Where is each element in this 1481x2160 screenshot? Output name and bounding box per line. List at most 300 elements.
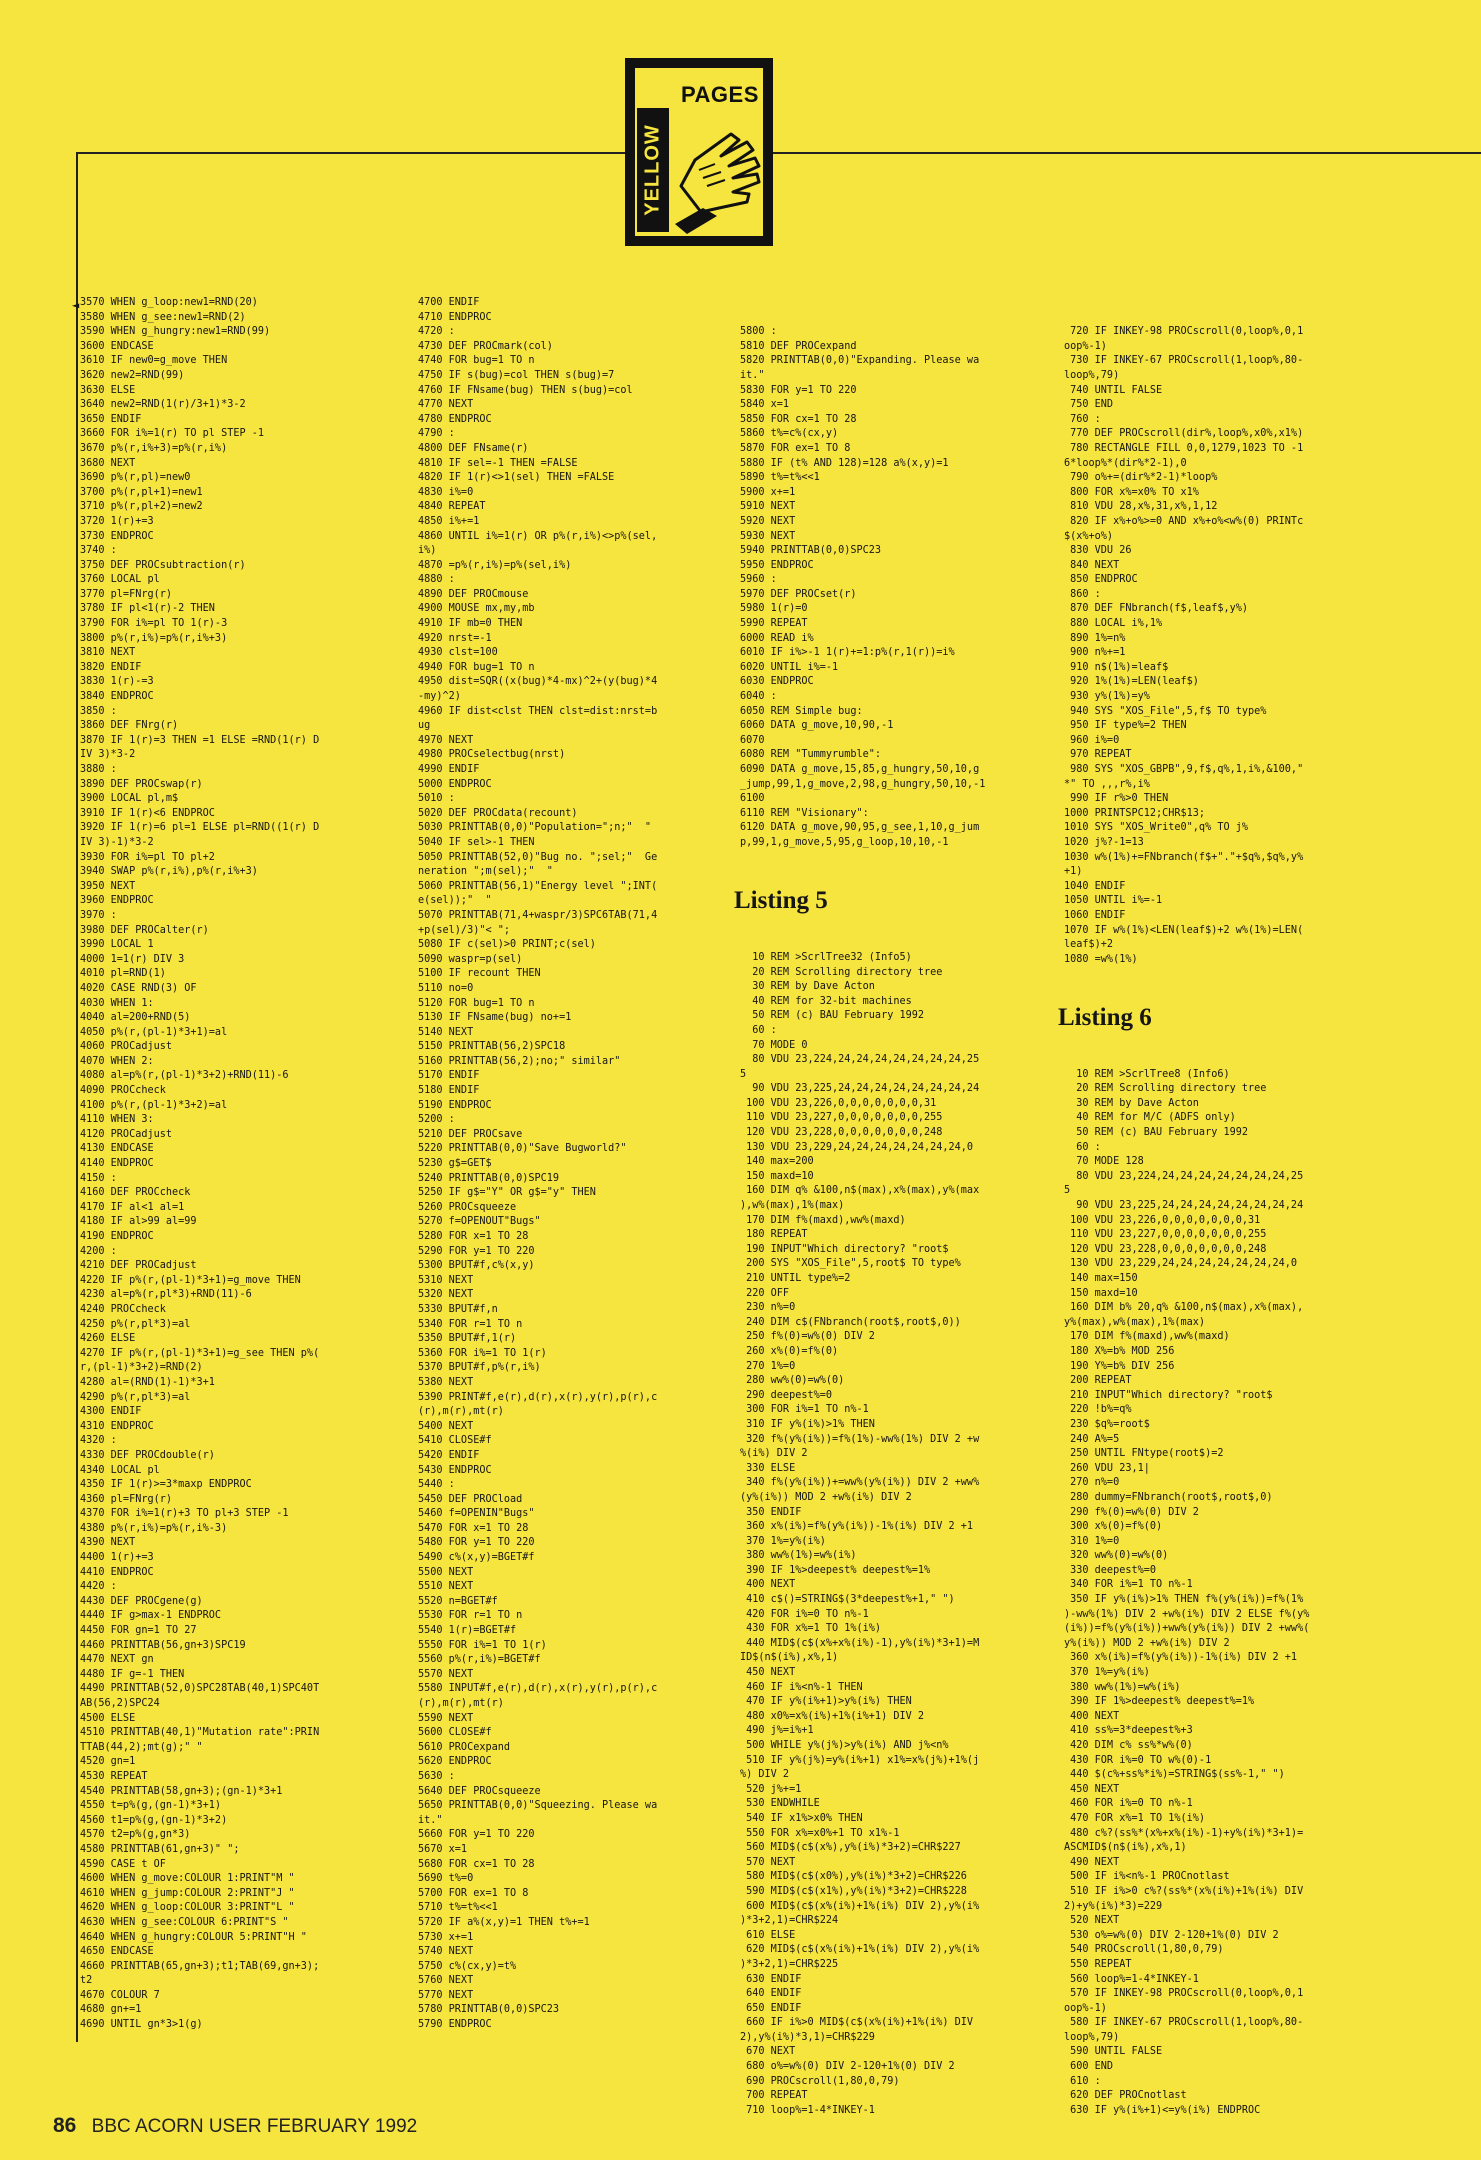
code-line: 6100 — [740, 793, 765, 805]
code-line: 5330 BPUT#f,n — [418, 1303, 498, 1315]
code-line: 4560 t1=p%(g,(gn-1)*3+2) — [80, 1814, 228, 1826]
code-line: 6040 : — [740, 691, 777, 703]
logo-yellow-band — [637, 108, 669, 232]
code-line: 5390 PRINT#f,e(r),d(r),x(r),y(r),p(r),c — [418, 1391, 658, 1403]
code-line: ID$(n$(i%),x%,1) — [740, 1652, 839, 1664]
code-line: 770 DEF PROCscroll(dir%,loop%,x0%,x1%) — [1064, 428, 1304, 440]
yellow-pages-logo — [625, 58, 773, 246]
code-line: 340 f%(y%(i%))+=ww%(y%(i%)) DIV 2 +ww% — [740, 1477, 980, 1489]
code-line: 4490 PRINTTAB(52,0)SPC28TAB(40,1)SPC40T — [80, 1683, 320, 1695]
code-line: 5430 ENDPROC — [418, 1464, 492, 1476]
code-line: 3660 FOR i%=1(r) TO pl STEP -1 — [80, 428, 265, 440]
code-line: 5770 NEXT — [418, 1989, 474, 2001]
code-line: 4150 : — [80, 1172, 117, 1184]
code-line: 4540 PRINTTAB(58,gn+3);(gn-1)*3+1 — [80, 1785, 283, 1797]
code-line: 5350 BPUT#f,1(r) — [418, 1333, 517, 1345]
code-line: 400 NEXT — [740, 1579, 796, 1591]
code-line: 5520 n=BGET#f — [418, 1595, 498, 1607]
code-line: 4500 ELSE — [80, 1712, 136, 1724]
code-line: IV 3)*3-2 — [80, 749, 136, 761]
code-line: 5210 DEF PROCsave — [418, 1128, 523, 1140]
code-line: 5410 CLOSE#f — [418, 1435, 492, 1447]
code-line: 300 x%(0)=f%(0) — [1064, 1521, 1163, 1533]
code-line: 140 max=150 — [1064, 1273, 1138, 1284]
code-line: 640 ENDIF — [740, 1988, 802, 2000]
code-line: 560 MID$(c$(x%),y%(i%)*3+2)=CHR$227 — [740, 1842, 961, 1854]
code-line: 5290 FOR y=1 TO 220 — [418, 1245, 535, 1257]
code-line: 5130 IF FNsame(bug) no+=1 — [418, 1012, 572, 1024]
code-line: 550 FOR x%=x0%+1 TO x1%-1 — [740, 1827, 900, 1839]
code-line: 930 y%(1%)=y% — [1064, 691, 1150, 703]
code-line: 5840 x=1 — [740, 399, 790, 411]
code-line: 660 IF i%>0 MID$(c$(x%(i%)+1%(i%) DIV — [740, 2017, 974, 2029]
code-line: IV 3)-1)*3-2 — [80, 836, 154, 848]
code-line: 5670 x=1 — [418, 1843, 468, 1855]
code-line: 4950 dist=SQR((x(bug)*4-mx)^2+(y(bug)*4 — [418, 676, 658, 688]
code-line: 490 j%=i%+1 — [740, 1725, 814, 1737]
code-line: 5070 PRINTTAB(71,4+waspr/3)SPC6TAB(71,4 — [418, 909, 658, 921]
code-line: 290 deepest%=0 — [740, 1389, 833, 1401]
code-line: 300 FOR i%=1 TO n%-1 — [740, 1404, 869, 1416]
code-line: 100 VDU 23,226,0,0,0,0,0,0,0,31 — [740, 1097, 937, 1109]
code-line: 3760 LOCAL pl — [80, 574, 160, 586]
code-line: 5170 ENDIF — [418, 1070, 480, 1082]
code-line: 910 n$(1%)=leaf$ — [1064, 661, 1169, 673]
code-line: 2)+y%(i%)*3)=229 — [1064, 1900, 1163, 1912]
code-line: 4980 PROCselectbug(nrst) — [418, 749, 566, 761]
code-line: 980 SYS "XOS_GBPB",9,f$,q%,1,i%,&100," — [1064, 764, 1304, 775]
code-line: 350 ENDIF — [740, 1506, 802, 1518]
code-line: 4430 DEF PROCgene(g) — [80, 1595, 203, 1607]
code-line: 510 IF y%(j%)=y%(i%+1) x1%=x%(j%)+1%(j — [740, 1754, 980, 1766]
code-line: 70 MODE 0 — [740, 1039, 808, 1051]
code-line: 4180 IF al>99 al=99 — [80, 1216, 197, 1228]
code-line: 4020 CASE RND(3) OF — [80, 982, 197, 994]
code-line: 810 VDU 28,x%,31,x%,1,12 — [1064, 501, 1218, 513]
code-line: 190 Y%=b% DIV 256 — [1064, 1360, 1175, 1372]
code-line: 5590 NEXT — [418, 1712, 474, 1724]
code-line: 4380 p%(r,i%)=p%(r,i%-3) — [80, 1522, 228, 1534]
code-line: leaf$)+2 — [1064, 939, 1114, 951]
code-line: 420 FOR i%=0 TO n%-1 — [740, 1608, 869, 1620]
code-line: 4280 al=(RND(1)-1)*3+1 — [80, 1376, 215, 1388]
code-line: 120 VDU 23,228,0,0,0,0,0,0,0,248 — [1064, 1243, 1267, 1255]
code-line: 4750 IF s(bug)=col THEN s(bug)=7 — [418, 369, 615, 381]
code-line: 3630 ELSE — [80, 384, 136, 396]
code-line: 5950 ENDPROC — [740, 559, 814, 571]
code-line: 3600 ENDCASE — [80, 340, 154, 352]
code-line: 740 UNTIL FALSE — [1064, 384, 1163, 396]
code-line: 390 IF 1%>deepest% deepest%=1% — [1064, 1696, 1255, 1708]
code-line: 4860 UNTIL i%=1(r) OR p%(r,i%)<>p%(sel, — [418, 530, 658, 542]
code-line: 4630 WHEN g_see:COLOUR 6:PRINT"S " — [80, 1916, 289, 1928]
code-line: 4700 ENDIF — [418, 297, 480, 308]
code-line: 450 NEXT — [1064, 1783, 1120, 1795]
code-line: 4830 i%=0 — [418, 486, 474, 498]
code-line: 250 UNTIL FNtype(root$)=2 — [1064, 1448, 1224, 1460]
code-line: 270 1%=0 — [740, 1360, 796, 1372]
code-line: 4200 : — [80, 1245, 117, 1257]
code-line: %(i%) DIV 2 — [740, 1448, 808, 1460]
header-rule-right — [773, 152, 1481, 154]
code-line: 4230 al=p%(r,pl*3)+RND(11)-6 — [80, 1289, 252, 1301]
code-line: 4100 p%(r,(pl-1)*3+2)=al — [80, 1099, 228, 1111]
code-line: 4010 pl=RND(1) — [80, 968, 166, 980]
code-line: 4650 ENDCASE — [80, 1946, 154, 1958]
code-line: 4090 PROCcheck — [80, 1085, 166, 1097]
code-line: 540 PROCscroll(1,80,0,79) — [1064, 1944, 1224, 1956]
code-line: 3710 p%(r,pl+2)=new2 — [80, 501, 203, 513]
code-line: 4450 FOR gn=1 TO 27 — [80, 1625, 197, 1637]
code-line: 320 ww%(0)=w%(0) — [1064, 1550, 1169, 1562]
code-line: 5620 ENDPROC — [418, 1756, 492, 1768]
code-line: 5540 1(r)=BGET#f — [418, 1625, 517, 1637]
code-line: -my)^2) — [418, 691, 461, 703]
code-line: AB(56,2)SPC24 — [80, 1698, 160, 1709]
code-line: 130 VDU 23,229,24,24,24,24,24,24,24,0 — [740, 1141, 974, 1153]
code-line: 2),y%(i%)*3,1)=CHR$229 — [740, 2031, 875, 2043]
code-line: 3820 ENDIF — [80, 661, 142, 673]
code-line: 3940 SWAP p%(r,i%),p%(r,i%+3) — [80, 866, 258, 878]
code-line: 4170 IF al<1 al=1 — [80, 1201, 185, 1213]
code-line: 200 SYS "XOS_File",5,root$ TO type% — [740, 1258, 961, 1270]
code-line: 6*loop%*(dir%*2-1),0 — [1064, 457, 1187, 469]
code-line: 670 NEXT — [740, 2046, 796, 2058]
code-line: 4190 ENDPROC — [80, 1231, 154, 1242]
code-line: 4400 1(r)+=3 — [80, 1552, 154, 1564]
code-line: 5680 FOR cx=1 TO 28 — [418, 1858, 535, 1870]
code-line: 5910 NEXT — [740, 501, 796, 513]
code-line: 250 f%(0)=w%(0) DIV 2 — [740, 1331, 875, 1343]
code-line: 6000 READ i% — [740, 632, 814, 644]
code-line: 230 $q%=root$ — [1064, 1418, 1150, 1430]
code-line: 5500 NEXT — [418, 1566, 474, 1578]
code-line: 80 VDU 23,224,24,24,24,24,24,24,24,25 — [740, 1054, 980, 1066]
code-line: 5240 PRINTTAB(0,0)SPC19 — [418, 1172, 560, 1184]
code-line: 5790 ENDPROC — [418, 2019, 492, 2031]
code-line: 5180 ENDIF — [418, 1085, 480, 1097]
code-line: 3580 WHEN g_see:new1=RND(2) — [80, 311, 246, 323]
code-line: 4570 t2=p%(g,gn*3) — [80, 1829, 191, 1841]
code-line: 5420 ENDIF — [418, 1449, 480, 1461]
code-line: y%(i%)) MOD 2 +w%(i%) DIV 2 — [1064, 1637, 1230, 1649]
code-line: 90 VDU 23,225,24,24,24,24,24,24,24,24 — [1064, 1200, 1304, 1212]
code-line: 4620 WHEN g_loop:COLOUR 3:PRINT"L " — [80, 1902, 295, 1914]
code-line: 340 FOR i%=1 TO n%-1 — [1064, 1579, 1193, 1591]
code-line: 5320 NEXT — [418, 1289, 474, 1301]
code-line: 840 NEXT — [1064, 559, 1120, 571]
code-line: 3620 new2=RND(99) — [80, 369, 185, 381]
code-line: 180 X%=b% MOD 256 — [1064, 1345, 1175, 1357]
code-line: 60 : — [1064, 1141, 1101, 1153]
code-line: 1080 =w%(1%) — [1064, 953, 1138, 965]
code-line: ASCMID$(n$(i%),x%,1) — [1064, 1842, 1187, 1854]
code-line: 5720 IF a%(x,y)=1 THEN t%+=1 — [418, 1916, 590, 1928]
code-line: 5640 DEF PROCsqueeze — [418, 1785, 541, 1797]
code-line: 990 IF r%>0 THEN — [1064, 793, 1169, 805]
code-line: t2 — [80, 1975, 93, 1987]
code-column-2 — [418, 296, 739, 2031]
code-line: 5710 t%=t%<<1 — [418, 1902, 498, 1914]
code-line: 140 max=200 — [740, 1156, 814, 1168]
code-line: 390 IF 1%>deepest% deepest%=1% — [740, 1564, 931, 1576]
code-line: 720 IF INKEY-98 PROCscroll(0,loop%,0,1 — [1064, 326, 1304, 338]
code-line: 5940 PRINTTAB(0,0)SPC23 — [740, 545, 882, 557]
code-line: 5150 PRINTTAB(56,2)SPC18 — [418, 1041, 566, 1053]
code-line: 4290 p%(r,pl*3)=al — [80, 1391, 191, 1403]
code-line: 220 !b%=q% — [1064, 1404, 1132, 1416]
code-line: 3810 NEXT — [80, 647, 136, 659]
code-line: 4850 i%+=1 — [418, 515, 480, 527]
code-line: 3720 1(r)+=3 — [80, 515, 154, 527]
code-line: 4940 FOR bug=1 TO n — [418, 661, 535, 673]
code-line: 5010 : — [418, 793, 455, 805]
code-line: 4800 DEF FNsame(r) — [418, 442, 529, 454]
code-line: 4300 ENDIF — [80, 1406, 142, 1418]
code-line: 4390 NEXT — [80, 1537, 136, 1549]
code-line: 4520 gn=1 — [80, 1756, 136, 1768]
code-line: 610 : — [1064, 2075, 1101, 2087]
code-line: 5020 DEF PROCdata(recount) — [418, 807, 578, 819]
code-line: 3670 p%(r,i%+3)=p%(r,i%) — [80, 442, 228, 454]
code-line: 3740 : — [80, 545, 117, 557]
code-line: 5980 1(r)=0 — [740, 603, 808, 615]
code-line: 880 LOCAL i%,1% — [1064, 618, 1163, 630]
code-line: 5930 NEXT — [740, 530, 796, 542]
code-line: 4260 ELSE — [80, 1333, 136, 1345]
code-line: 540 IF x1%>x0% THEN — [740, 1812, 863, 1824]
code-line: 4130 ENDCASE — [80, 1143, 154, 1155]
code-line: 5160 PRINTTAB(56,2);no;" similar" — [418, 1055, 621, 1067]
code-line: 4720 : — [418, 326, 455, 338]
code-line: 5600 CLOSE#f — [418, 1727, 492, 1739]
code-line: 3610 IF new0=g_move THEN — [80, 355, 228, 367]
code-line: 4600 WHEN g_move:COLOUR 1:PRINT"M " — [80, 1873, 295, 1885]
code-line: 500 WHILE y%(j%)>y%(i%) AND j%<n% — [740, 1740, 949, 1751]
code-line: y%(max),w%(max),1%(max) — [1064, 1316, 1206, 1328]
code-line: 4920 nrst=-1 — [418, 632, 492, 644]
code-line: 50 REM (c) BAU February 1992 — [740, 1010, 925, 1022]
code-line: $(x%+o%) — [1064, 530, 1114, 542]
code-line: (y%(i%)) MOD 2 +w%(i%) DIV 2 — [740, 1491, 912, 1503]
code-line: 280 dummy=FNbranch(root$,root$,0) — [1064, 1491, 1273, 1503]
code-line: 190 INPUT"Which directory? "root$ — [740, 1243, 949, 1255]
code-line: 800 FOR x%=x0% TO x1% — [1064, 486, 1199, 498]
code-line: 430 FOR x%=1 TO 1%(i%) — [740, 1623, 882, 1635]
code-line: 4740 FOR bug=1 TO n — [418, 355, 535, 367]
code-line: 5830 FOR y=1 TO 220 — [740, 384, 857, 396]
code-line: 1000 PRINTSPC12;CHR$13; — [1064, 807, 1206, 819]
code-line: 4580 PRINTTAB(61,gn+3)" "; — [80, 1843, 240, 1855]
code-line: 4900 MOUSE mx,my,mb — [418, 603, 535, 615]
code-line: 420 DIM c% ss%*w%(0) — [1064, 1740, 1193, 1751]
code-line: 3880 : — [80, 764, 117, 775]
code-line: 3770 pl=FNrg(r) — [80, 588, 173, 600]
code-line: 3730 ENDPROC — [80, 530, 154, 542]
code-line: 4110 WHEN 3: — [80, 1114, 154, 1126]
code-line: 5580 INPUT#f,e(r),d(r),x(r),y(r),p(r),c — [418, 1683, 658, 1695]
code-line: 400 NEXT — [1064, 1710, 1120, 1722]
code-line: 530 o%=w%(0) DIV 2-120+1%(0) DIV 2 — [1064, 1929, 1279, 1941]
code-line: 940 SYS "XOS_File",5,f$ TO type% — [1064, 705, 1267, 717]
code-line: 4120 PROCadjust — [80, 1128, 173, 1140]
code-line: 230 n%=0 — [740, 1302, 796, 1314]
code-line: 3890 DEF PROCswap(r) — [80, 778, 203, 790]
code-line: 4660 PRINTTAB(65,gn+3);t1;TAB(69,gn+3); — [80, 1960, 320, 1972]
code-line: +1) — [1064, 866, 1083, 878]
code-line: 6120 DATA g_move,90,95,g_see,1,10,g_jum — [740, 822, 980, 834]
code-line: 270 n%=0 — [1064, 1477, 1120, 1489]
code-line: 870 DEF FNbranch(f$,leaf$,y%) — [1064, 603, 1249, 615]
code-line: 4960 IF dist<clst THEN clst=dist:nrst=b — [418, 705, 658, 717]
code-line: 440 $(c%+ss%*i%)=STRING$(ss%-1," ") — [1064, 1769, 1285, 1781]
code-line: 5760 NEXT — [418, 1975, 474, 1987]
code-line: 3590 WHEN g_hungry:new1=RND(99) — [80, 326, 271, 338]
code-line: 3680 NEXT — [80, 457, 136, 469]
code-line: 4220 IF p%(r,(pl-1)*3+1)=g_move THEN — [80, 1274, 301, 1286]
code-line: 780 RECTANGLE FILL 0,0,1279,1023 TO -1 — [1064, 442, 1304, 454]
continuation-arrow-icon: ◄ — [72, 298, 80, 312]
code-line: 5000 ENDPROC — [418, 778, 492, 790]
code-line: (i%))=f%(y%(i%))+ww%(y%(i%)) DIV 2 +ww%( — [1064, 1623, 1310, 1635]
code-line: 4160 DEF PROCcheck — [80, 1187, 191, 1199]
code-line: 5030 PRINTTAB(0,0)"Population=";n;" " — [418, 822, 652, 834]
code-line: 280 ww%(0)=w%(0) — [740, 1375, 845, 1387]
code-line: 610 ELSE — [740, 1929, 796, 1941]
code-line: 480 c%?(ss%*(x%+x%(i%)-1)+y%(i%)*3+1)= — [1064, 1827, 1304, 1839]
code-line: 3690 p%(r,pl)=new0 — [80, 472, 191, 484]
code-line: 710 loop%=1-4*INKEY-1 — [740, 2104, 875, 2116]
code-line: 180 REPEAT — [740, 1229, 808, 1241]
code-line: 5050 PRINTTAB(52,0)"Bug no. ";sel;" Ge — [418, 851, 658, 863]
code-line: 370 1%=y%(i%) — [1064, 1667, 1150, 1679]
code-line: 4910 IF mb=0 THEN — [418, 618, 523, 630]
code-line: 5280 FOR x=1 TO 28 — [418, 1231, 529, 1242]
code-line: 5270 f=OPENOUT"Bugs" — [418, 1216, 541, 1228]
page-number: 86 — [53, 2114, 77, 2137]
code-line: 1020 j%?-1=13 — [1064, 836, 1144, 848]
code-line: _jump,99,1,g_move,2,98,g_hungry,50,10,-1 — [740, 778, 986, 790]
code-line: 1060 ENDIF — [1064, 909, 1126, 921]
code-line: 590 UNTIL FALSE — [1064, 2046, 1163, 2058]
code-line: 5870 FOR ex=1 TO 8 — [740, 442, 851, 454]
code-line: 4480 IF g=-1 THEN — [80, 1668, 185, 1680]
code-line: *" TO ,,,r%,i% — [1064, 778, 1150, 790]
code-line: 320 f%(y%(i%))=f%(1%)-ww%(1%) DIV 2 +w — [740, 1433, 980, 1445]
code-line: 4530 REPEAT — [80, 1770, 148, 1782]
code-line: 30 REM by Dave Acton — [740, 981, 875, 993]
code-line: 3970 : — [80, 909, 117, 921]
code-line: 5250 IF g$="Y" OR g$="y" THEN — [418, 1187, 596, 1199]
code-line: 5740 NEXT — [418, 1946, 474, 1958]
code-line: 170 DIM f%(maxd),ww%(maxd) — [740, 1214, 906, 1226]
code-line: +p(sel)/3)"< "; — [418, 924, 511, 936]
code-line: 3990 LOCAL 1 — [80, 939, 154, 951]
code-line: 950 IF type%=2 THEN — [1064, 720, 1187, 732]
code-line: 4440 IF g>max-1 ENDPROC — [80, 1610, 222, 1622]
code-line: 110 VDU 23,227,0,0,0,0,0,0,0,255 — [1064, 1229, 1267, 1241]
code-line: 570 NEXT — [740, 1856, 796, 1868]
code-line: 240 DIM c$(FNbranch(root$,root$,0)) — [740, 1316, 961, 1328]
code-line: 4790 : — [418, 428, 455, 440]
publication-title: BBC ACORN USER FEBRUARY 1992 — [91, 2116, 418, 2137]
code-line: 4140 ENDPROC — [80, 1158, 154, 1170]
code-line: 3980 DEF PROCalter(r) — [80, 924, 209, 936]
code-line: 700 REPEAT — [740, 2090, 808, 2102]
code-line: 3700 p%(r,pl+1)=new1 — [80, 486, 203, 498]
code-line: 5380 NEXT — [418, 1376, 474, 1388]
code-line: 3780 IF pl<1(r)-2 THEN — [80, 603, 215, 615]
code-line: 4810 IF sel=-1 THEN =FALSE — [418, 457, 578, 469]
code-line: 4340 LOCAL pl — [80, 1464, 160, 1476]
code-line: 380 ww%(1%)=w%(i%) — [1064, 1681, 1181, 1693]
code-line: 5370 BPUT#f,p%(r,i%) — [418, 1362, 541, 1374]
code-line: it." — [418, 1814, 443, 1826]
code-line: 5310 NEXT — [418, 1274, 474, 1286]
code-line: 360 x%(i%)=f%(y%(i%))-1%(i%) DIV 2 +1 — [1064, 1652, 1298, 1664]
code-line: 100 VDU 23,226,0,0,0,0,0,0,0,31 — [1064, 1214, 1261, 1226]
code-line: 6110 REM "Visionary": — [740, 807, 869, 819]
code-column-4 — [1058, 296, 1414, 2116]
listing-5-heading: Listing 5 — [734, 886, 828, 914]
code-line: 1040 ENDIF — [1064, 880, 1126, 892]
code-line: 5690 t%=0 — [418, 1873, 474, 1885]
code-line: 4050 p%(r,(pl-1)*3+1)=al — [80, 1026, 228, 1038]
code-line: 3860 DEF FNrg(r) — [80, 720, 179, 732]
code-line: 4730 DEF PROCmark(col) — [418, 340, 553, 352]
code-line: 3840 ENDPROC — [80, 691, 154, 703]
code-line: TTAB(44,2);mt(g);" " — [80, 1741, 203, 1753]
code-line: 5750 c%(cx,y)=t% — [418, 1960, 517, 1972]
code-line: (r),m(r),mt(r) — [418, 1698, 504, 1709]
code-line: 3800 p%(r,i%)=p%(r,i%+3) — [80, 632, 228, 644]
code-line: 4370 FOR i%=1(r)+3 TO pl+3 STEP -1 — [80, 1508, 289, 1520]
code-line: 410 ss%=3*deepest%+3 — [1064, 1725, 1193, 1737]
code-line: 3750 DEF PROCsubtraction(r) — [80, 559, 246, 571]
code-line: 160 DIM b% 20,q% &100,n$(max),x%(max), — [1064, 1302, 1304, 1314]
code-line: 5080 IF c(sel)>0 PRINT;c(sel) — [418, 939, 596, 951]
code-line: 5450 DEF PROCload — [418, 1493, 523, 1505]
code-line: 5140 NEXT — [418, 1026, 474, 1038]
code-line: 4710 ENDPROC — [418, 311, 492, 323]
code-line: 5570 NEXT — [418, 1668, 474, 1680]
code-line: 6020 UNTIL i%=-1 — [740, 661, 839, 673]
code-line: 460 FOR i%=0 TO n%-1 — [1064, 1798, 1193, 1810]
code-line: 10 REM >ScrlTree8 (Info6) — [1064, 1068, 1230, 1080]
code-line: 5560 p%(r,i%)=BGET#f — [418, 1654, 541, 1666]
code-line: 5810 DEF PROCexpand — [740, 340, 857, 352]
code-line: 240 A%=5 — [1064, 1433, 1120, 1445]
code-line: 60 : — [740, 1024, 777, 1036]
code-line: 410 c$()=STRING$(3*deepest%+1," ") — [740, 1594, 955, 1606]
code-line: 890 1%=n% — [1064, 632, 1126, 644]
code-line: 580 IF INKEY-67 PROCscroll(1,loop%,80- — [1064, 2017, 1304, 2029]
code-line: 580 MID$(c$(x0%),y%(i%)*3+2)=CHR$226 — [740, 1871, 967, 1883]
code-line: 5990 REPEAT — [740, 618, 808, 630]
code-line: 4930 clst=100 — [418, 647, 498, 659]
code-line: 4990 ENDIF — [418, 764, 480, 775]
code-line: 330 deepest%=0 — [1064, 1564, 1157, 1576]
code-line: 4040 al=200+RND(5) — [80, 1012, 191, 1024]
code-line: 5550 FOR i%=1 TO 1(r) — [418, 1639, 547, 1651]
code-line: 360 x%(i%)=f%(y%(i%))-1%(i%) DIV 2 +1 — [740, 1521, 974, 1533]
code-line: 630 IF y%(i%+1)<=y%(i%) ENDPROC — [1064, 2104, 1261, 2116]
code-line: 690 PROCscroll(1,80,0,79) — [740, 2075, 900, 2087]
code-line: 830 VDU 26 — [1064, 545, 1132, 557]
left-margin-rule — [76, 152, 78, 2042]
code-line: 3850 : — [80, 705, 117, 717]
code-line: 920 1%(1%)=LEN(leaf$) — [1064, 676, 1199, 688]
